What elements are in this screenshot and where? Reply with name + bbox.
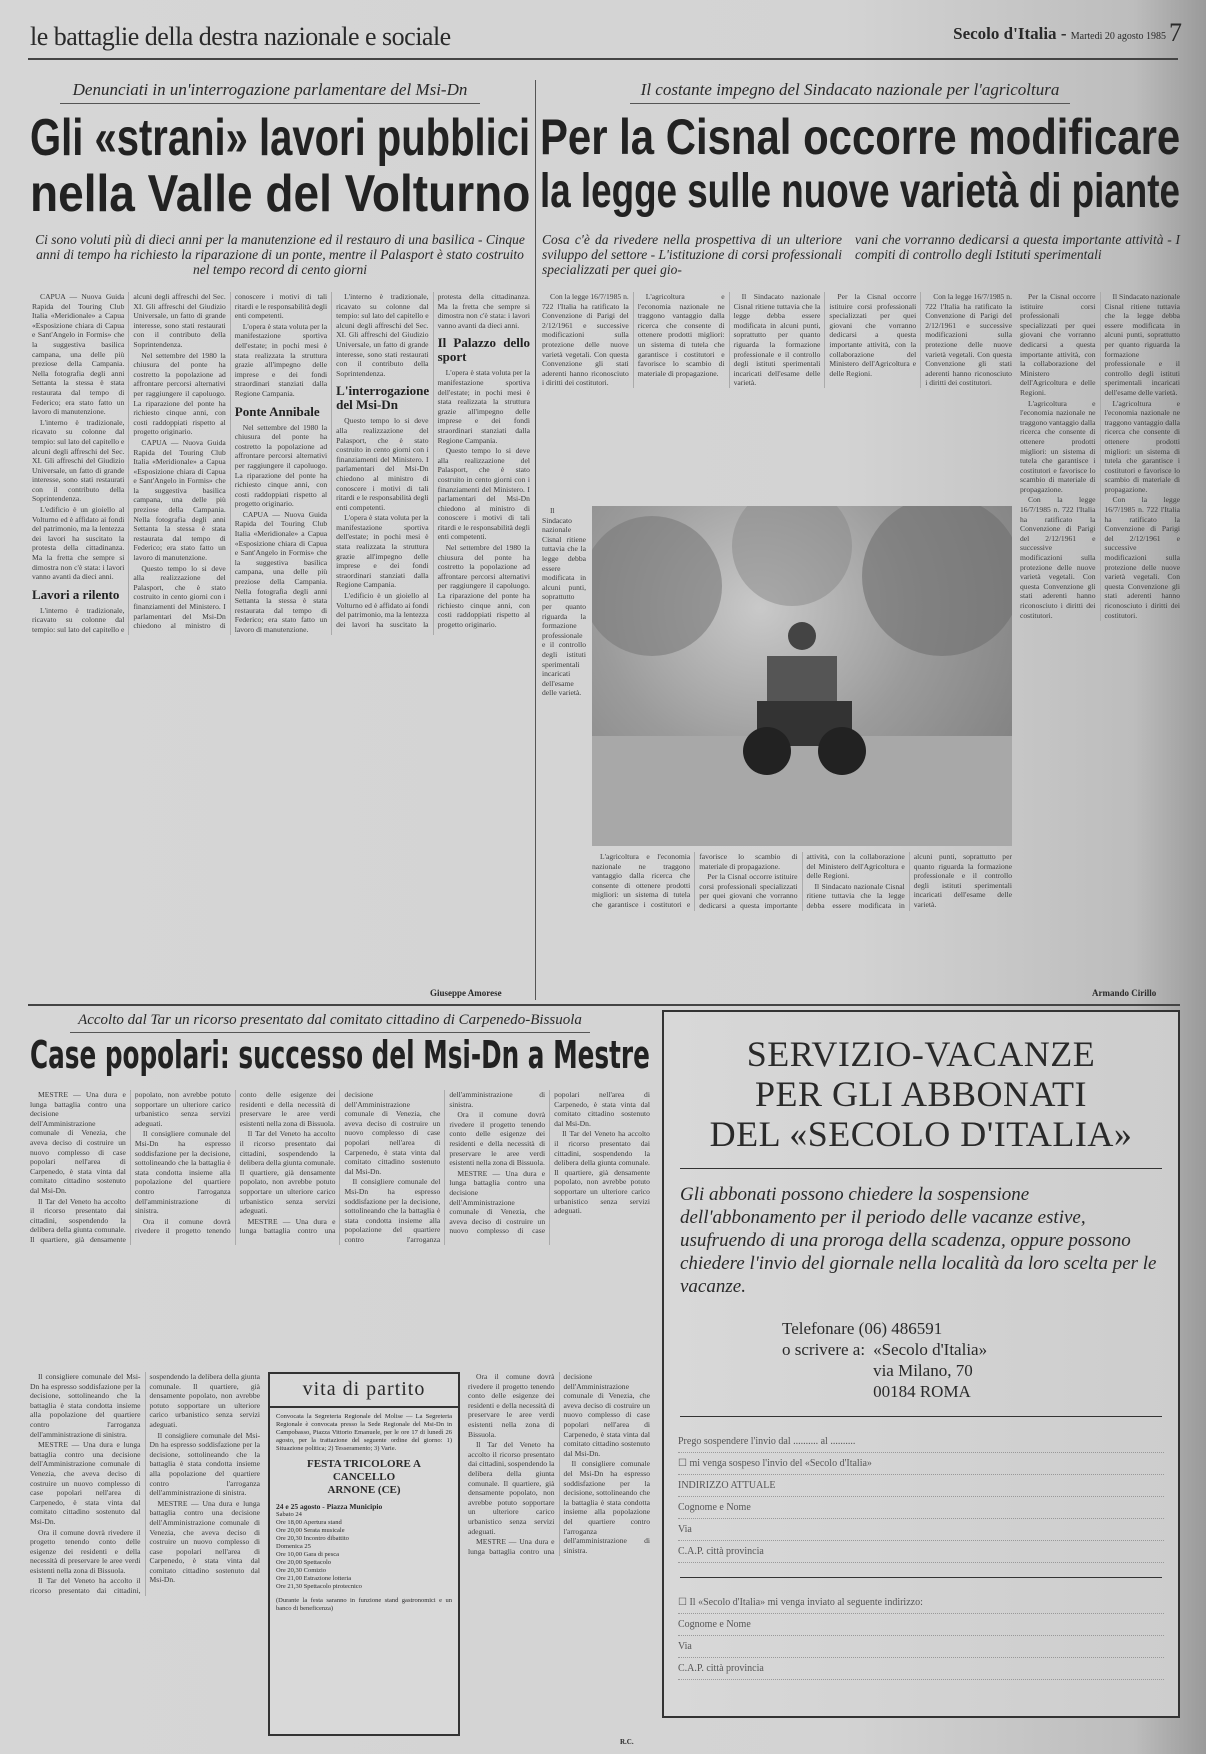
divider	[28, 58, 1178, 60]
paragraph: Il Tar del Veneto ha accolto il ricorso presentato dai cittadini, sospendendo la delibera della giunta comunale. Il quartiere, già densamente popolato, non avrebbe potuto sopportare un ulteriore carico urbanistico senza servizi adeguati.	[554, 1129, 650, 1216]
form-field[interactable]: ☐ Il «Secolo d'Italia» mi venga inviato al seguente indirizzo:	[678, 1592, 1164, 1614]
form-field[interactable]: C.A.P. città provincia	[678, 1658, 1164, 1680]
ad-address-3: 00184 ROMA	[873, 1382, 971, 1401]
paragraph: Nel settembre del 1980 la chiusura del ponte ha costretto la popolazione ad affrontare percorsi alternativi per raggiungere il capoluogo. La riparazione del ponte ha richiesto cinque anni, con costi raddoppiati rispetto al progetto originario.	[437, 543, 530, 629]
divider	[680, 1577, 1162, 1578]
article3-headline: Case popolari: successo del Msi-Dn a Mestre	[30, 1033, 650, 1077]
paragraph: Questo tempo lo si deve alla realizzazione del Palasport, che è stato costruito in cento giorni con i finanziamenti del Ministero. I parlamentari del Msi-Dn chiedono al ministro di conoscere i motivi di tali ritardi e le responsabilità degli enti competenti.	[133, 292, 328, 631]
article2-deck-2: vani che vorranno dedicarsi a questa importante attività - I compiti di controllo degli Istituti sperimentali	[855, 232, 1180, 262]
paragraph: L'agricoltura e l'economia nazionale ne traggono vantaggio dalla ricerca che consente di ottenere prodotti migliori: un sistema di tutela che garantisce i costitutori e favorisce lo scambio di materiale di propagazione.	[637, 292, 725, 378]
subhead: Lavori a rilento	[32, 586, 120, 602]
program-line: Domenica 25	[276, 1543, 311, 1550]
issue-date: Martedì 20 agosto 1985	[1070, 31, 1166, 42]
form-field[interactable]: INDIRIZZO ATTUALE	[678, 1475, 1164, 1497]
paragraph: Per la Cisnal occorre istituire corsi professionali specializzati per quei giovani che vorranno dedicarsi a questa importante attività, con la collaborazione del Ministero dell'Agricoltura e delle Regioni.	[699, 852, 905, 910]
festa-title-2: ARNONE (CE)	[327, 1484, 401, 1496]
paragraph: Il consigliere comunale del Msi-Dn ha espresso soddisfazione per la decisione, sottolineando che la battaglia è stata condotta insieme alla popolazione del quartiere contro l'arroganza dell'amministrazione di sinistra.	[30, 1372, 141, 1439]
paragraph: L'opera è stata voluta per la manifestazione sportiva dell'estate; in pochi mesi è stata realizzata la struttura grazie all'impegno delle imprese e dei fondi straordinari stanziati dalla Regione Campania.	[437, 368, 530, 445]
paragraph: L'agricoltura e l'economia nazionale ne traggono vantaggio dalla ricerca che consente di ottenere prodotti migliori: un sistema di tutela che garantisce i costitutori e favorisce lo scambio di materiale di propagazione.	[592, 852, 798, 909]
article2-body-top	[542, 292, 1012, 388]
program-line: Ore 18,00 Apertura stand	[276, 1519, 342, 1526]
festa-program	[276, 1511, 452, 1591]
paragraph: MESTRE — Una dura e lunga battaglia contro una decisione dell'Amministrazione comunale di Venezia, che aveva deciso di costruire un nuovo complesso di case popolari nell'area di Carpenedo, è stata vinta dal comitato cittadino sostenuto dal Msi-Dn.	[149, 1498, 260, 1585]
form-field[interactable]: Cognome e Nome	[678, 1497, 1164, 1519]
ad-form-current	[664, 1431, 1178, 1563]
ad-title	[664, 1034, 1178, 1154]
program-line: Ore 21,00 Estrazione lotteria	[276, 1575, 352, 1582]
paragraph: L'opera è stata voluta per la manifestazione sportiva dell'estate; in pochi mesi è stata realizzata la struttura grazie all'impegno delle imprese e dei fondi straordinari stanziati dalla Regione Campania.	[336, 513, 429, 590]
column-divider	[535, 80, 536, 1000]
paper-name: Secolo d'Italia	[953, 24, 1057, 43]
subhead: Ponte Annibale	[234, 403, 320, 419]
paragraph: Il consigliere comunale del Msi-Dn ha espresso soddisfazione per la decisione, sottolineando che la battaglia è stata condotta insieme alla popolazione del quartiere contro l'arroganza dell'amministrazione di sinistra.	[563, 1459, 650, 1555]
ad-title-1: SERVIZIO-VACANZE	[746, 1034, 1096, 1074]
paragraph: Con la legge 16/7/1985 n. 722 l'Italia ha ratificato la Convenzione di Parigi del 2/12/1961 e successive modificazioni sulla protezione delle nuove varietà vegetali. Con questa Convenzione gli stati aderenti hanno riconosciuto i diritti dei costitutori.	[1104, 495, 1180, 620]
paragraph: MESTRE — Una dura e lunga battaglia contro una decisione dell'Amministrazione comunale di Venezia, che aveva deciso di costruire un nuovo complesso di case popolari nell'area di Carpenedo, è stata vinta dal comitato cittadino sostenuto dal Msi-Dn.	[449, 1090, 650, 1236]
paragraph: Con la legge 16/7/1985 n. 722 l'Italia ha ratificato la Convenzione di Parigi del 2/12/1961 e successive modificazioni sulla protezione delle nuove varietà vegetali. Con questa Convenzione gli stati aderenti hanno riconosciuto i diritti dei costitutori.	[1020, 495, 1096, 620]
ad-address-2: via Milano, 70	[873, 1361, 973, 1380]
page-number: 7	[1169, 18, 1182, 47]
article3-body-right	[468, 1372, 650, 1556]
paragraph: Il Tar del Veneto ha accolto il ricorso presentato dai cittadini, sospendendo la delibera della giunta comunale. Il quartiere, già densamente popolato, non avrebbe potuto sopportare un ulteriore carico urbanistico senza servizi adeguati.	[30, 1372, 260, 1596]
masthead: Secolo d'Italia - Martedì 20 agosto 1985	[953, 24, 1166, 43]
paragraph: Per la Cisnal occorre istituire corsi professionali specializzati per quei giovani che vorranno dedicarsi a questa importante attività, con la collaborazione del Ministero dell'Agricoltura e delle Regioni.	[829, 292, 917, 378]
form-field[interactable]: Prego sospendere l'invio dal .......... al ..........	[678, 1431, 1164, 1453]
paragraph: MESTRE — Una dura e lunga battaglia contro una decisione dell'Amministrazione comunale di Venezia, che aveva deciso di costruire un nuovo complesso di case popolari nell'area di Carpenedo, è stata vinta dal comitato cittadino sostenuto dal Msi-Dn.	[30, 1440, 141, 1526]
form-field[interactable]: Via	[678, 1519, 1164, 1541]
paragraph: Il Sindacato nazionale Cisnal ritiene tuttavia che la legge debba essere modificata in alcuni punti, soprattutto per quanto riguarda la formazione professionale e il controllo degli istituti sperimentali incaricati dell'esame delle varietà.	[733, 292, 821, 388]
program-line: Ore 21,30 Spettacolo pirotecnico	[276, 1583, 362, 1590]
paragraph: Il Tar del Veneto ha accolto il ricorso presentato dai cittadini, sospendendo la delibera della giunta comunale. Il quartiere, già densamente popolato, non avrebbe potuto sopportare un ulteriore carico urbanistico senza servizi adeguati.	[468, 1440, 555, 1536]
paragraph: Ora il comune dovrà rivedere il progetto tenendo conto delle esigenze dei residenti e della necessità di preservare le aree verdi esistenti nella zona di Bissuola.	[449, 1110, 546, 1168]
festa-note: (Durante la festa saranno in funzione stand gastronomici e un banco di beneficenza)	[276, 1597, 452, 1612]
paragraph: Nel settembre del 1980 la chiusura del ponte ha costretto la popolazione ad affrontare percorsi alternativi per raggiungere il capoluogo. La riparazione del ponte ha richiesto cinque anni, con costi raddoppiati rispetto al progetto originario.	[133, 350, 226, 437]
ad-phone: Telefonare (06) 486591	[782, 1319, 943, 1338]
subhead: L'interrogazione del Msi-Dn	[336, 383, 430, 413]
divider	[28, 1004, 1180, 1006]
form-field[interactable]: C.A.P. città provincia	[678, 1541, 1164, 1563]
paragraph: Ora il comune dovrà rivedere il progetto tenendo conto delle esigenze dei residenti e della necessità di preservare le aree verdi esistenti nella zona di Bissuola.	[468, 1372, 555, 1439]
program-line: Ore 20,30 Comizio	[276, 1567, 327, 1574]
ad-title-3: DEL «SECOLO D'ITALIA»	[709, 1114, 1133, 1154]
vita-title: vita di partito	[270, 1374, 458, 1408]
paragraph: Il Sindacato nazionale Cisnal ritiene tuttavia che la legge debba essere modificata in alcuni punti, soprattutto per quanto riguarda la formazione professionale e il controllo degli istituti sperimentali incaricati dell'esame delle varietà.	[542, 506, 586, 698]
subhead: Il Palazzo dello sport	[437, 335, 530, 365]
article1-headline-2: nella Valle del Volturno	[30, 165, 531, 223]
paragraph: Il consigliere comunale del Msi-Dn ha espresso soddisfazione per la decisione, sottolineando che la battaglia è stata condotta insieme alla popolazione del quartiere contro l'arroganza dell'amministrazione di sinistra.	[149, 1430, 260, 1498]
article1-deck: Ci sono voluti più di dieci anni per la manutenzione ed il restauro di una basilica - Cinque anni di tempo ha richiesto la riparazione di un ponte, mentre il Palasport è stato costruito nel tempo record di cento giorni	[35, 232, 525, 277]
paragraph: MESTRE — Una dura e lunga battaglia contro una decisione dell'Amministrazione comunale di Venezia, che aveva deciso di costruire un nuovo complesso di case popolari nell'area di Carpenedo, è stata vinta dal comitato cittadino sostenuto dal Msi-Dn.	[239, 1090, 441, 1236]
paragraph: L'edificio è un gioiello al Volturno ed è affidato ai fondi del patrimonio, ma la lentezza dei lavori ha suscitato la protesta della cittadinanza. Ma la fretta che sempre si dimostra non c'è stata: i lavori vanno avanti da dieci anni.	[32, 505, 125, 582]
program-line: Ore 20,30 Incontro dibattito	[276, 1535, 349, 1542]
article2-byline: Armando Cirillo	[1092, 988, 1157, 998]
vita-text: Convocata la Segreteria Regionale del Molise — La Segreteria Regionale è convocata presso la Sede Regionale del Msi-Dn in Campobasso, Piazza Vittorio Emanuele, per le ore 17 di lunedì 26 agosto, per la trattazione del seguente ordine del giorno: 1) Situazione politica; 2) Tesseramento; 3) Varie.	[276, 1413, 452, 1452]
paragraph: CAPUA — Nuova Guida Rapida del Touring Club Italia «Meridionale» a Capua «Esposizione chiara di Capua e Sant'Angelo in Formis» che la suggestiva basilica campana, una delle più preziose della Campania. Nella fotografia degli anni Settanta la stessa è stata restaurata dal tempo di Federico; era stato fatto un lavoro di manutenzione.	[234, 509, 328, 634]
paragraph: Nel settembre del 1980 la chiusura del ponte ha costretto la popolazione ad affrontare percorsi alternativi per raggiungere il capoluogo. La riparazione del ponte ha richiesto cinque anni, con costi raddoppiati rispetto al progetto originario.	[234, 422, 328, 509]
festa-title	[276, 1458, 452, 1497]
tractor-in-orchard-image	[592, 506, 1012, 846]
form-field[interactable]: ☐ mi venga sospeso l'invio del «Secolo d'Italia»	[678, 1453, 1164, 1475]
paragraph: Il Sindacato nazionale Cisnal ritiene tuttavia che la legge debba essere modificata in alcuni punti, soprattutto per quanto riguarda la formazione professionale e il controllo degli istituti sperimentali incaricati dell'esame delle varietà.	[1104, 292, 1180, 397]
divider	[680, 1168, 1162, 1169]
paragraph: CAPUA — Nuova Guida Rapida del Touring Club Italia «Meridionale» a Capua «Esposizione chiara di Capua e Sant'Angelo in Formis» che la suggestiva basilica campana, una delle più preziose della Campania. Nella fotografia degli anni Settanta la stessa è stata restaurata dal tempo di Federico; era stato fatto un lavoro di manutenzione.	[32, 292, 125, 417]
paragraph: Il consigliere comunale del Msi-Dn ha espresso soddisfazione per la decisione, sottolineando che la battaglia è stata condotta insieme alla popolazione del quartiere contro l'arroganza dell'amministrazione di sinistra.	[344, 1090, 546, 1244]
form-field[interactable]: Cognome e Nome	[678, 1614, 1164, 1636]
article2-headline-2: la legge sulle nuove varietà di piante	[540, 165, 1180, 218]
paragraph: MESTRE — Una dura e lunga battaglia contro una decisione dell'Amministrazione comunale di Venezia, che aveva deciso di costruire un nuovo complesso di case popolari nell'area di Carpenedo, è stata vinta dal comitato cittadino sostenuto dal Msi-Dn.	[30, 1090, 126, 1195]
paragraph: L'interno è tradizionale, ricavato su colonne dal tempio: sul lato del capitello e alcuni degli affreschi del Sec. XI. Gli affreschi del Giudizio Universale, un fatto di grande interesse, sono stati restaurati con il contributo della Soprintendenza.	[32, 417, 125, 504]
paragraph: Questo tempo lo si deve alla realizzazione del Palasport, che è stato costruito in cento giorni con i finanziamenti del Ministero. I parlamentari del Msi-Dn chiedono al ministro di conoscere i motivi di tali ritardi e le responsabilità degli enti competenti.	[336, 416, 429, 512]
article1-byline: Giuseppe Amorese	[430, 988, 502, 998]
festa-title-1: FESTA TRICOLORE A CANCELLO	[307, 1458, 421, 1483]
paragraph: MESTRE — Una dura e lunga battaglia contro una decisione dell'Amministrazione comunale di Venezia, che aveva deciso di costruire un nuovo complesso di case popolari nell'area di Carpenedo, è stata vinta dal comitato cittadino sostenuto dal Msi-Dn.	[468, 1372, 650, 1556]
divider	[680, 1416, 1162, 1417]
program-line: Ore 10,00 Gara di pesca	[276, 1551, 339, 1558]
article2-body-right	[1020, 292, 1180, 621]
article1-body	[32, 292, 530, 635]
article2-headline-1: Per la Cisnal occorre modificare	[540, 109, 1181, 165]
article2-body-left	[542, 506, 586, 699]
program-line: Ore 20,00 Spettacolo	[276, 1559, 332, 1566]
article2-kicker: Il costante impegno del Sindacato nazionale per l'agricoltura	[630, 80, 1070, 104]
paragraph: Ora il comune dovrà rivedere il progetto tenendo conto delle esigenze dei residenti e della necessità di preservare le aree verdi esistenti nella zona di Bissuola.	[134, 1090, 336, 1236]
paragraph: Ora il comune dovrà rivedere il progetto tenendo conto delle esigenze dei residenti e della necessità di preservare le aree verdi esistenti nella zona di Bissuola.	[30, 1527, 141, 1575]
article3-kicker: Accolto dal Tar un ricorso presentato dal comitato cittadino di Carpenedo-Bissuola	[70, 1012, 590, 1033]
paragraph: L'interno è tradizionale, ricavato su colonne dal tempio: sul lato del capitello e alcuni degli affreschi del Sec. XI. Gli affreschi del Giudizio Universale, un fatto di grande interesse, sono stati restaurati con il contributo della Soprintendenza.	[32, 292, 226, 634]
article2-deck-1: Cosa c'è da rivedere nella prospettiva di un ulteriore sviluppo del settore - L'istituzione di corsi professionali specializzati per quei gio-	[542, 232, 843, 277]
paragraph: Con la legge 16/7/1985 n. 722 l'Italia ha ratificato la Convenzione di Parigi del 2/12/1961 e successive modificazioni sulla protezione delle nuove varietà vegetali. Con questa Convenzione gli stati aderenti hanno riconosciuto i diritti dei costitutori.	[925, 292, 1012, 388]
form-field[interactable]: Via	[678, 1636, 1164, 1658]
program-line: Sabato 24	[276, 1511, 302, 1518]
ad-address-1: «Secolo d'Italia»	[873, 1340, 988, 1359]
ad-title-2: PER GLI ABBONATI	[754, 1074, 1088, 1114]
paragraph: L'opera è stata voluta per la manifestazione sportiva dell'estate; in pochi mesi è stata realizzata la struttura grazie all'impegno delle imprese e dei fondi straordinari stanziati dalla Regione Campania.	[234, 321, 328, 398]
article2-body-bottom	[592, 852, 1012, 911]
paragraph: Il consigliere comunale del Msi-Dn ha espresso soddisfazione per la decisione, sottolineando che la battaglia è stata condotta insieme alla popolazione del quartiere contro l'arroganza dell'amministrazione di sinistra.	[134, 1129, 231, 1216]
article3-body-left	[30, 1372, 260, 1596]
paragraph: Il Tar del Veneto ha accolto il ricorso presentato dai cittadini, sospendendo la delibera della giunta comunale. Il quartiere, già densamente popolato, non avrebbe potuto sopportare un ulteriore carico urbanistico senza servizi adeguati.	[30, 1090, 231, 1244]
ad-write-label: o scrivere a:	[782, 1340, 866, 1359]
paragraph: Il Sindacato nazionale Cisnal ritiene tuttavia che la legge debba essere modificata in alcuni punti, soprattutto per quanto riguarda la formazione professionale e il controllo degli istituti sperimentali incaricati dell'esame delle varietà.	[806, 852, 1012, 910]
ad-form-new	[664, 1592, 1178, 1680]
paragraph: L'interno è tradizionale, ricavato su colonne dal tempio: sul lato del capitello e alcuni degli affreschi del Sec. XI. Gli affreschi del Giudizio Universale, un fatto di grande interesse, sono stati restaurati con il contributo della Soprintendenza.	[336, 292, 429, 378]
article3-initials: R.C.	[620, 1738, 634, 1746]
festa-dates: 24 e 25 agosto - Piazza Municipio	[276, 1502, 383, 1511]
article3-body-top	[30, 1090, 650, 1245]
paragraph: L'edificio è un gioiello al Volturno ed è affidato ai fondi del patrimonio, ma la lentezza dei lavori ha suscitato la protesta della cittadinanza. Ma la fretta che sempre si dimostra non c'è stata: i lavori vanno avanti da dieci anni.	[336, 292, 530, 629]
paragraph: CAPUA — Nuova Guida Rapida del Touring Club Italia «Meridionale» a Capua «Esposizione chiara di Capua e Sant'Angelo in Formis» che la suggestiva basilica campana, una delle più preziose della Campania. Nella fotografia degli anni Settanta la stessa è stata restaurata dal tempo di Federico; era stato fatto un lavoro di manutenzione.	[133, 437, 226, 563]
vita-di-partito-box	[268, 1372, 460, 1736]
paragraph: Questo tempo lo si deve alla realizzazione del Palasport, che è stato costruito in cento giorni con i finanziamenti del Ministero. I parlamentari del Msi-Dn chiedono al ministro di conoscere i motivi di tali ritardi e le responsabilità degli enti competenti.	[437, 446, 530, 542]
subscription-ad	[662, 1010, 1180, 1718]
paragraph: L'agricoltura e l'economia nazionale ne traggono vantaggio dalla ricerca che consente di ottenere prodotti migliori: un sistema di tutela che garantisce i costitutori e favorisce lo scambio di materiale di propagazione.	[1104, 398, 1180, 494]
article1-headline-1: Gli «strani» lavori pubblici	[30, 109, 531, 167]
paragraph: Per la Cisnal occorre istituire corsi professionali specializzati per quei giovani che vorranno dedicarsi a questa importante attività, con la collaborazione del Ministero dell'Agricoltura e delle Regioni.	[1020, 292, 1096, 397]
paragraph: Con la legge 16/7/1985 n. 722 l'Italia ha ratificato la Convenzione di Parigi del 2/12/1961 e successive modificazioni sulla protezione delle nuove varietà vegetali. Con questa Convenzione gli stati aderenti hanno riconosciuto i diritti dei costitutori.	[542, 292, 629, 388]
tractor-photo	[592, 506, 1012, 846]
paragraph: Il Tar del Veneto ha accolto il ricorso presentato dai cittadini, sospendendo la delibera della giunta comunale. Il quartiere, già densamente popolato, non avrebbe potuto sopportare un ulteriore carico urbanistico senza servizi adeguati.	[239, 1129, 336, 1216]
article1-kicker: Denunciati in un'interrogazione parlamentare del Msi-Dn	[60, 80, 480, 104]
paragraph: L'agricoltura e l'economia nazionale ne traggono vantaggio dalla ricerca che consente di ottenere prodotti migliori: un sistema di tutela che garantisce i costitutori e favorisce lo scambio di materiale di propagazione.	[1020, 398, 1096, 494]
program-line: Ore 20,00 Serata musicale	[276, 1527, 345, 1534]
section-title: le battaglie della destra nazionale e sociale	[30, 22, 451, 51]
ad-text: Gli abbonati possono chiedere la sospensione dell'abbonamento per il periodo delle vacanze estive, usufruendo di una proroga della scadenza, oppure possono chiedere l'invio del giornale nella località da loro scelta per le vacanze.	[680, 1184, 1157, 1297]
ad-contact	[782, 1318, 1178, 1402]
